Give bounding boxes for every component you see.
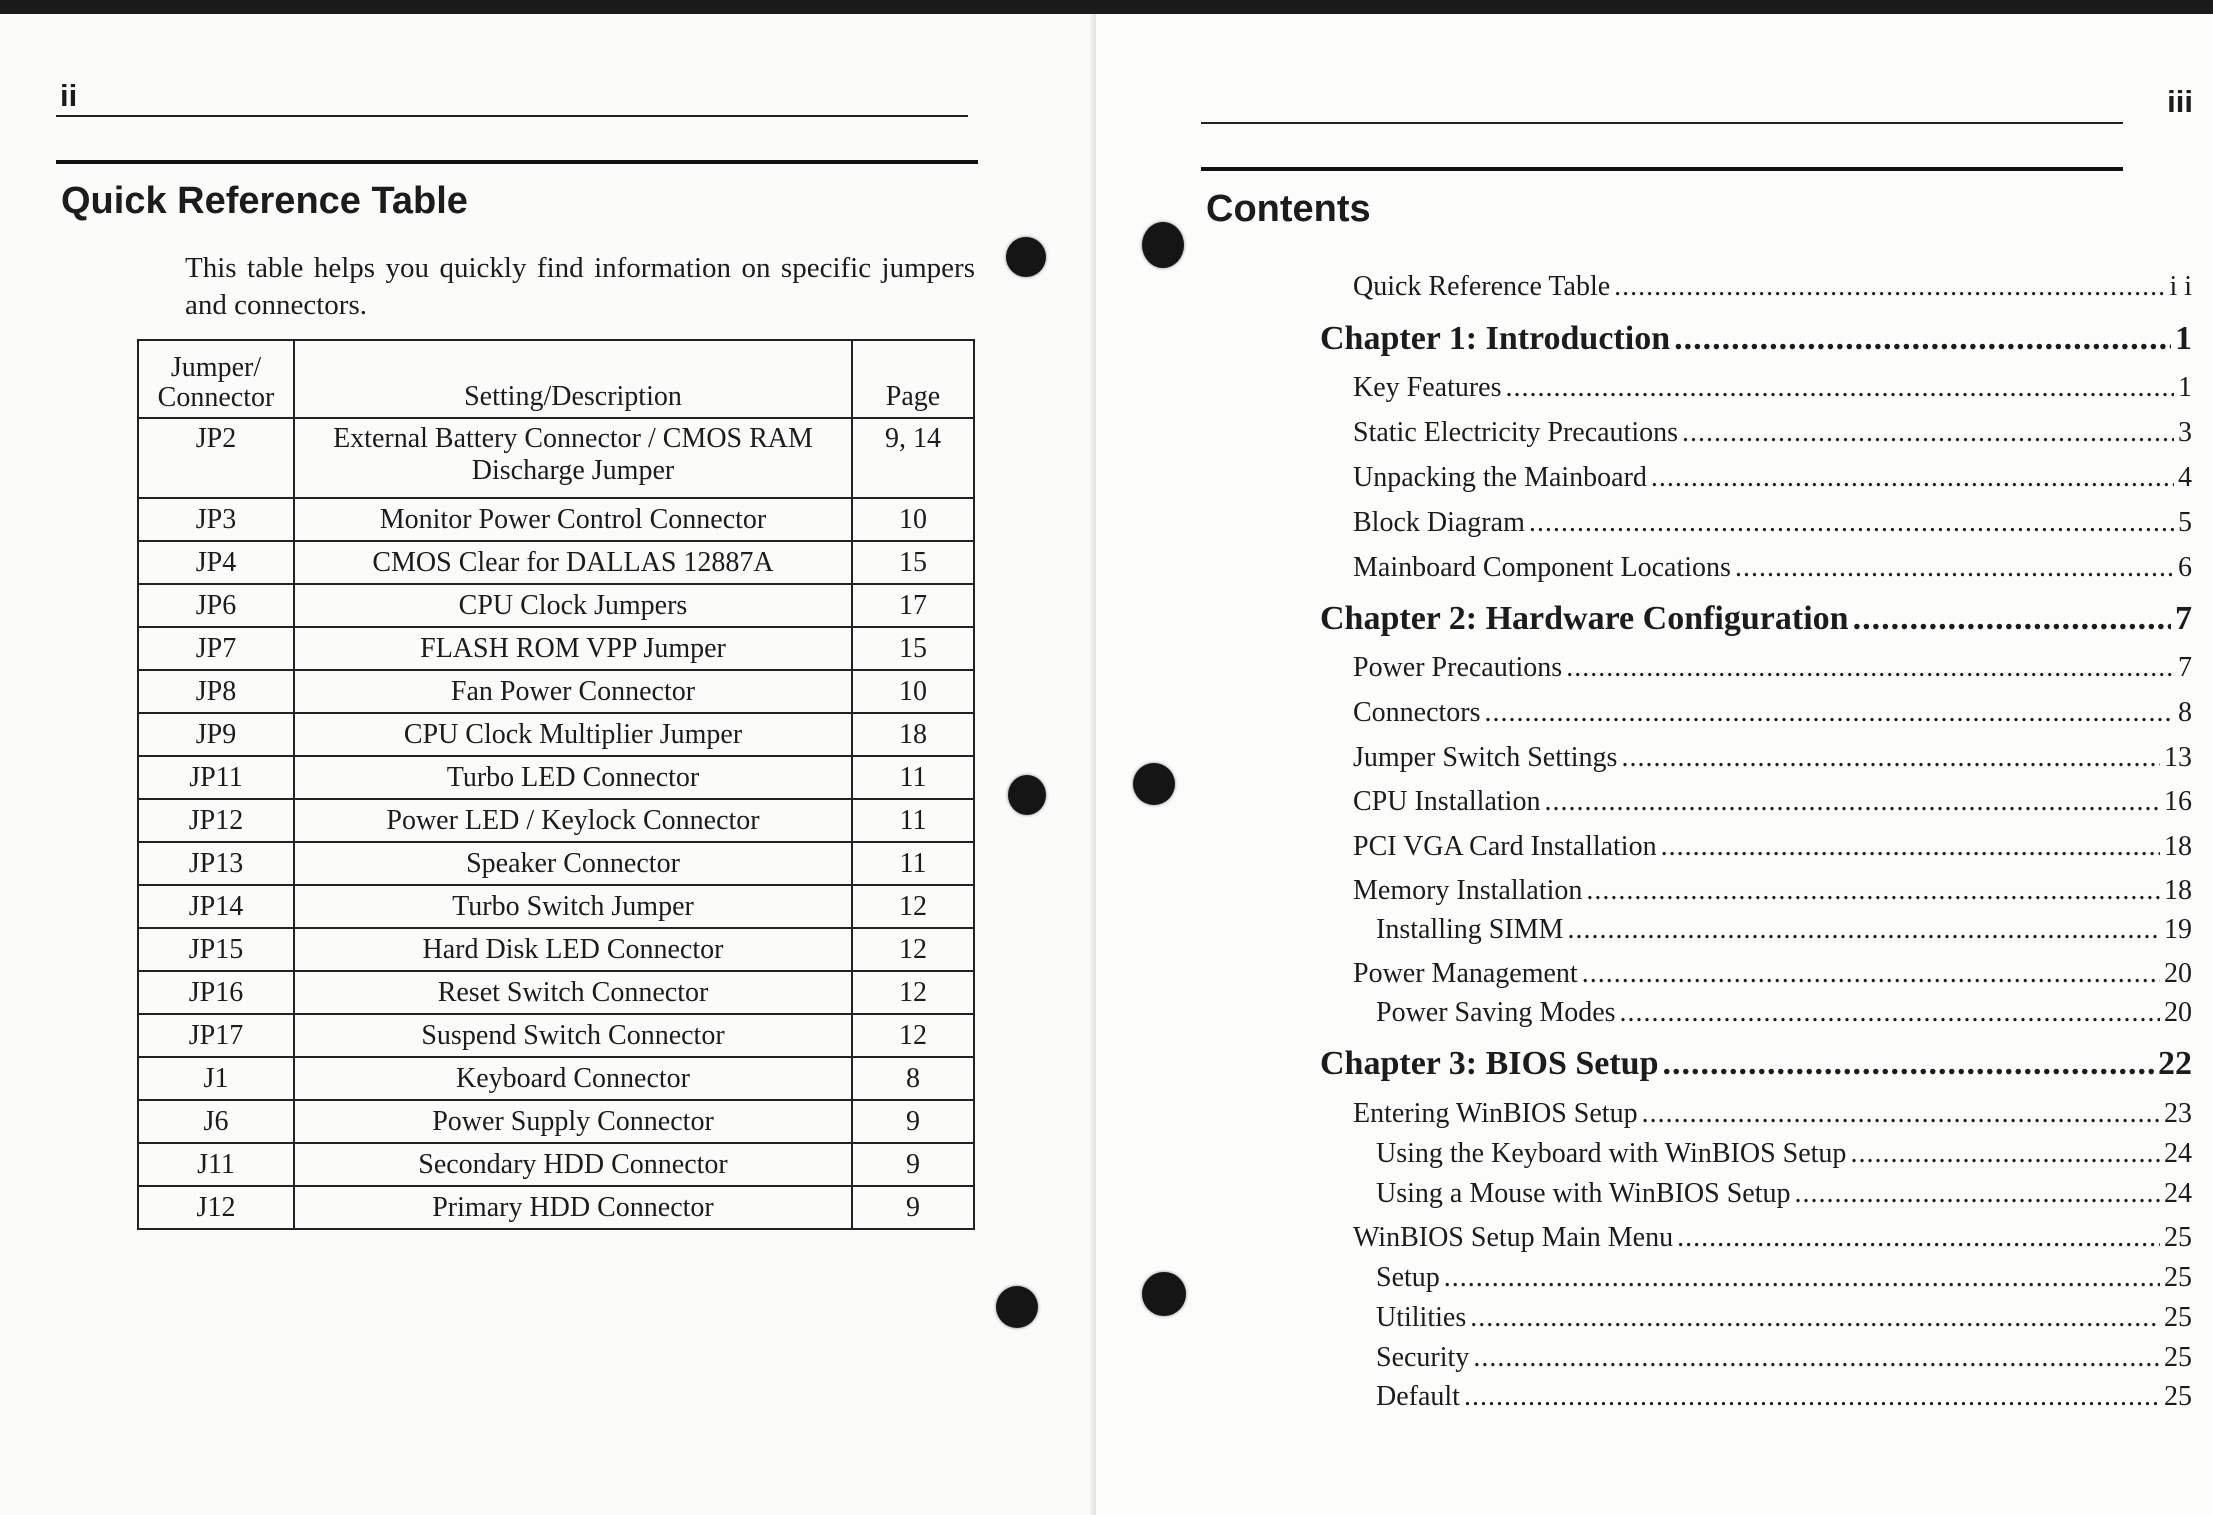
table-row: [138, 1143, 974, 1186]
toc-label: Chapter 1: Introduction: [1320, 320, 1671, 357]
cell-setting: Suspend Switch Connector: [294, 1014, 852, 1057]
toc-label: Block Diagram: [1353, 507, 1525, 538]
toc-label: Quick Reference Table: [1353, 271, 1611, 302]
cell-jumper: JP9: [138, 713, 294, 756]
table-row: [138, 670, 974, 713]
cell-page: 9: [852, 1186, 974, 1229]
cell-jumper: J11: [138, 1143, 294, 1186]
table-row: [138, 418, 974, 498]
cell-page: 18: [852, 713, 974, 756]
column-header-jumper: Jumper/ Connector: [138, 340, 294, 418]
toc-entry: [1353, 552, 2192, 584]
cell-setting: Power Supply Connector: [294, 1100, 852, 1143]
toc-label: Mainboard Component Locations: [1353, 552, 1731, 583]
table-row: [138, 885, 974, 928]
cell-setting: Primary HDD Connector: [294, 1186, 852, 1229]
intro-paragraph: This table helps you quickly find information on specific jumpers and connectors.: [185, 252, 975, 321]
toc-label: Unpacking the Mainboard: [1353, 462, 1647, 493]
toc-page-number: 25: [2164, 1381, 2192, 1412]
toc-page-number: 7: [2175, 600, 2192, 637]
toc-entry: [1376, 1342, 2192, 1374]
toc-entry: [1353, 831, 2192, 863]
toc-entry: [1353, 372, 2192, 404]
toc-leader-dots: [1473, 1342, 2160, 1374]
cell-setting: External Battery Connector / CMOS RAM Discharge Jumper: [294, 418, 852, 498]
header-rule: [56, 115, 968, 117]
toc-label: Installing SIMM: [1376, 914, 1564, 945]
cell-setting: Fan Power Connector: [294, 670, 852, 713]
toc-page-number: 25: [2164, 1342, 2192, 1373]
binder-hole: [1142, 1272, 1186, 1316]
toc-page-number: 1: [2178, 372, 2192, 403]
toc-page-number: 25: [2164, 1302, 2192, 1333]
toc-page-number: 18: [2164, 875, 2192, 906]
cell-setting: Secondary HDD Connector: [294, 1143, 852, 1186]
cell-setting: Reset Switch Connector: [294, 971, 852, 1014]
toc-label: Entering WinBIOS Setup: [1353, 1098, 1638, 1129]
toc-entry: [1353, 786, 2192, 818]
toc-page-number: 16: [2164, 786, 2192, 817]
page-title: Contents: [1206, 188, 1371, 230]
toc-label: Power Precautions: [1353, 652, 1563, 683]
toc-entry: [1376, 997, 2192, 1029]
toc-page-number: 22: [2158, 1045, 2192, 1082]
toc-leader-dots: [1621, 742, 2160, 774]
toc-entry: [1376, 914, 2192, 946]
cell-setting: Monitor Power Control Connector: [294, 498, 852, 541]
table-row: [138, 498, 974, 541]
cell-setting: CPU Clock Multiplier Jumper: [294, 713, 852, 756]
table-row: [138, 756, 974, 799]
toc-entry: [1353, 1222, 2192, 1254]
toc-label: PCI VGA Card Installation: [1353, 831, 1657, 862]
scan-top-edge: [0, 0, 2213, 14]
toc-label: Key Features: [1353, 372, 1502, 403]
cell-page: 12: [852, 971, 974, 1014]
toc-entry: [1376, 1302, 2192, 1334]
toc-leader-dots: [1544, 786, 2160, 818]
toc-chapter-entry: [1320, 320, 2192, 358]
cell-jumper: JP3: [138, 498, 294, 541]
toc-label: Chapter 2: Hardware Configuration: [1320, 600, 1849, 637]
cell-setting: Keyboard Connector: [294, 1057, 852, 1100]
table-row: [138, 1100, 974, 1143]
cell-setting: FLASH ROM VPP Jumper: [294, 627, 852, 670]
toc-leader-dots: [1620, 997, 2160, 1029]
toc-leader-dots: [1586, 875, 2160, 907]
toc-label: Default: [1376, 1381, 1460, 1412]
toc-leader-dots: [1567, 914, 2160, 946]
toc-leader-dots: [1506, 372, 2174, 404]
cell-jumper: JP12: [138, 799, 294, 842]
toc-page-number: 6: [2178, 552, 2192, 583]
toc-leader-dots: [1582, 958, 2160, 990]
table-header-row: [138, 340, 974, 418]
toc-label: Using the Keyboard with WinBIOS Setup: [1376, 1138, 1847, 1169]
toc-label: Memory Installation: [1353, 875, 1583, 906]
toc-page-number: 20: [2164, 958, 2192, 989]
toc-leader-dots: [1682, 417, 2174, 449]
cell-setting: Hard Disk LED Connector: [294, 928, 852, 971]
toc-entry: [1376, 1381, 2192, 1413]
toc-label: Jumper Switch Settings: [1353, 742, 1618, 773]
toc-label: Security: [1376, 1342, 1470, 1373]
toc-leader-dots: [1735, 552, 2174, 584]
table-row: [138, 971, 974, 1014]
toc-leader-dots: [1674, 320, 2171, 358]
toc-page-number: 19: [2164, 914, 2192, 945]
toc-label: Power Saving Modes: [1376, 997, 1616, 1028]
cell-jumper: J6: [138, 1100, 294, 1143]
toc-leader-dots: [1651, 462, 2174, 494]
cell-page: 17: [852, 584, 974, 627]
table-row: [138, 799, 974, 842]
toc-page-number: 3: [2178, 417, 2192, 448]
toc-page-number: 24: [2164, 1138, 2192, 1169]
page-number-right: iii: [2167, 84, 2193, 119]
toc-leader-dots: [1850, 1138, 2160, 1170]
cell-page: 12: [852, 885, 974, 928]
cell-page: 11: [852, 799, 974, 842]
toc-page-number: 13: [2164, 742, 2192, 773]
page-number-left: ii: [60, 78, 78, 113]
binder-hole: [1133, 763, 1175, 805]
toc-entry: [1353, 697, 2192, 729]
toc-entry: [1353, 1098, 2192, 1130]
quick-reference-table: [137, 339, 975, 1230]
cell-page: 11: [852, 842, 974, 885]
toc-entry: [1376, 1262, 2192, 1294]
toc-label: Power Management: [1353, 958, 1578, 989]
toc-entry: [1353, 875, 2192, 907]
toc-page-number: 7: [2178, 652, 2192, 683]
binder-hole: [1142, 222, 1184, 268]
cell-jumper: JP7: [138, 627, 294, 670]
cell-jumper: J12: [138, 1186, 294, 1229]
toc-page-number: 24: [2164, 1178, 2192, 1209]
table-row: [138, 584, 974, 627]
toc-entry: [1353, 742, 2192, 774]
toc-leader-dots: [1642, 1098, 2160, 1130]
cell-jumper: JP17: [138, 1014, 294, 1057]
cell-page: 15: [852, 627, 974, 670]
toc-page-number: 25: [2164, 1222, 2192, 1253]
left-page: [0, 14, 1096, 1515]
cell-jumper: JP13: [138, 842, 294, 885]
toc-page-number: 18: [2164, 831, 2192, 862]
toc-entry: [1353, 271, 2192, 303]
toc-page-number: 23: [2164, 1098, 2192, 1129]
toc-label: Setup: [1376, 1262, 1440, 1293]
section-rule: [56, 160, 978, 164]
toc-page-number: 20: [2164, 997, 2192, 1028]
toc-leader-dots: [1663, 1045, 2155, 1083]
toc-page-number: 8: [2178, 697, 2192, 728]
binder-hole: [1008, 775, 1046, 815]
cell-setting: Turbo Switch Jumper: [294, 885, 852, 928]
toc-label: Connectors: [1353, 697, 1481, 728]
cell-jumper: JP2: [138, 418, 294, 498]
toc-label: Using a Mouse with WinBIOS Setup: [1376, 1178, 1791, 1209]
toc-entry: [1353, 507, 2192, 539]
toc-entry: [1376, 1178, 2192, 1210]
toc-leader-dots: [1794, 1178, 2160, 1210]
column-header-page: Page: [852, 340, 974, 418]
cell-jumper: JP15: [138, 928, 294, 971]
cell-jumper: JP6: [138, 584, 294, 627]
toc-entry: [1353, 958, 2192, 990]
toc-leader-dots: [1566, 652, 2174, 684]
toc-label: Static Electricity Precautions: [1353, 417, 1679, 448]
cell-page: 12: [852, 1014, 974, 1057]
cell-page: 9: [852, 1100, 974, 1143]
page-title: Quick Reference Table: [61, 180, 468, 222]
table-row: [138, 1057, 974, 1100]
toc-leader-dots: [1485, 697, 2174, 729]
table-row: [138, 627, 974, 670]
toc-entry: [1353, 417, 2192, 449]
cell-setting: CMOS Clear for DALLAS 12887A: [294, 541, 852, 584]
toc-entry: [1376, 1138, 2192, 1170]
cell-page: 10: [852, 670, 974, 713]
table-row: [138, 541, 974, 584]
table-row: [138, 1186, 974, 1229]
toc-leader-dots: [1661, 831, 2160, 863]
column-header-setting: Setting/Description: [294, 340, 852, 418]
toc-leader-dots: [1529, 507, 2174, 539]
cell-page: 8: [852, 1057, 974, 1100]
cell-page: 11: [852, 756, 974, 799]
toc-chapter-entry: [1320, 600, 2192, 638]
binder-hole: [996, 1286, 1038, 1328]
toc-leader-dots: [1614, 271, 2165, 303]
toc-leader-dots: [1470, 1302, 2160, 1334]
toc-leader-dots: [1853, 600, 2171, 638]
table-row: [138, 713, 974, 756]
toc-page-number: 5: [2178, 507, 2192, 538]
toc-leader-dots: [1677, 1222, 2160, 1254]
toc-label: Chapter 3: BIOS Setup: [1320, 1045, 1659, 1082]
toc-label: WinBIOS Setup Main Menu: [1353, 1222, 1674, 1253]
toc-page-number: 4: [2178, 462, 2192, 493]
toc-label: CPU Installation: [1353, 786, 1541, 817]
cell-jumper: JP16: [138, 971, 294, 1014]
cell-setting: Speaker Connector: [294, 842, 852, 885]
toc-leader-dots: [1464, 1381, 2160, 1413]
toc-chapter-entry: [1320, 1045, 2192, 1083]
toc-page-number: 25: [2164, 1262, 2192, 1293]
right-page: [1096, 14, 2213, 1515]
cell-page: 9, 14: [852, 418, 974, 498]
table-row: [138, 842, 974, 885]
toc-label: Utilities: [1376, 1302, 1467, 1333]
cell-setting: Turbo LED Connector: [294, 756, 852, 799]
cell-jumper: JP11: [138, 756, 294, 799]
cell-jumper: JP8: [138, 670, 294, 713]
binder-hole: [1006, 237, 1046, 277]
cell-setting: CPU Clock Jumpers: [294, 584, 852, 627]
cell-setting: Power LED / Keylock Connector: [294, 799, 852, 842]
toc-page-number: 1: [2175, 320, 2192, 357]
toc-entry: [1353, 652, 2192, 684]
toc-entry: [1353, 462, 2192, 494]
cell-page: 12: [852, 928, 974, 971]
cell-page: 15: [852, 541, 974, 584]
cell-page: 10: [852, 498, 974, 541]
toc-leader-dots: [1444, 1262, 2160, 1294]
cell-jumper: J1: [138, 1057, 294, 1100]
cell-jumper: JP14: [138, 885, 294, 928]
table-row: [138, 1014, 974, 1057]
table-of-contents: [1096, 14, 2213, 1515]
toc-page-number: i i: [2169, 271, 2192, 302]
table-row: [138, 928, 974, 971]
cell-page: 9: [852, 1143, 974, 1186]
cell-jumper: JP4: [138, 541, 294, 584]
